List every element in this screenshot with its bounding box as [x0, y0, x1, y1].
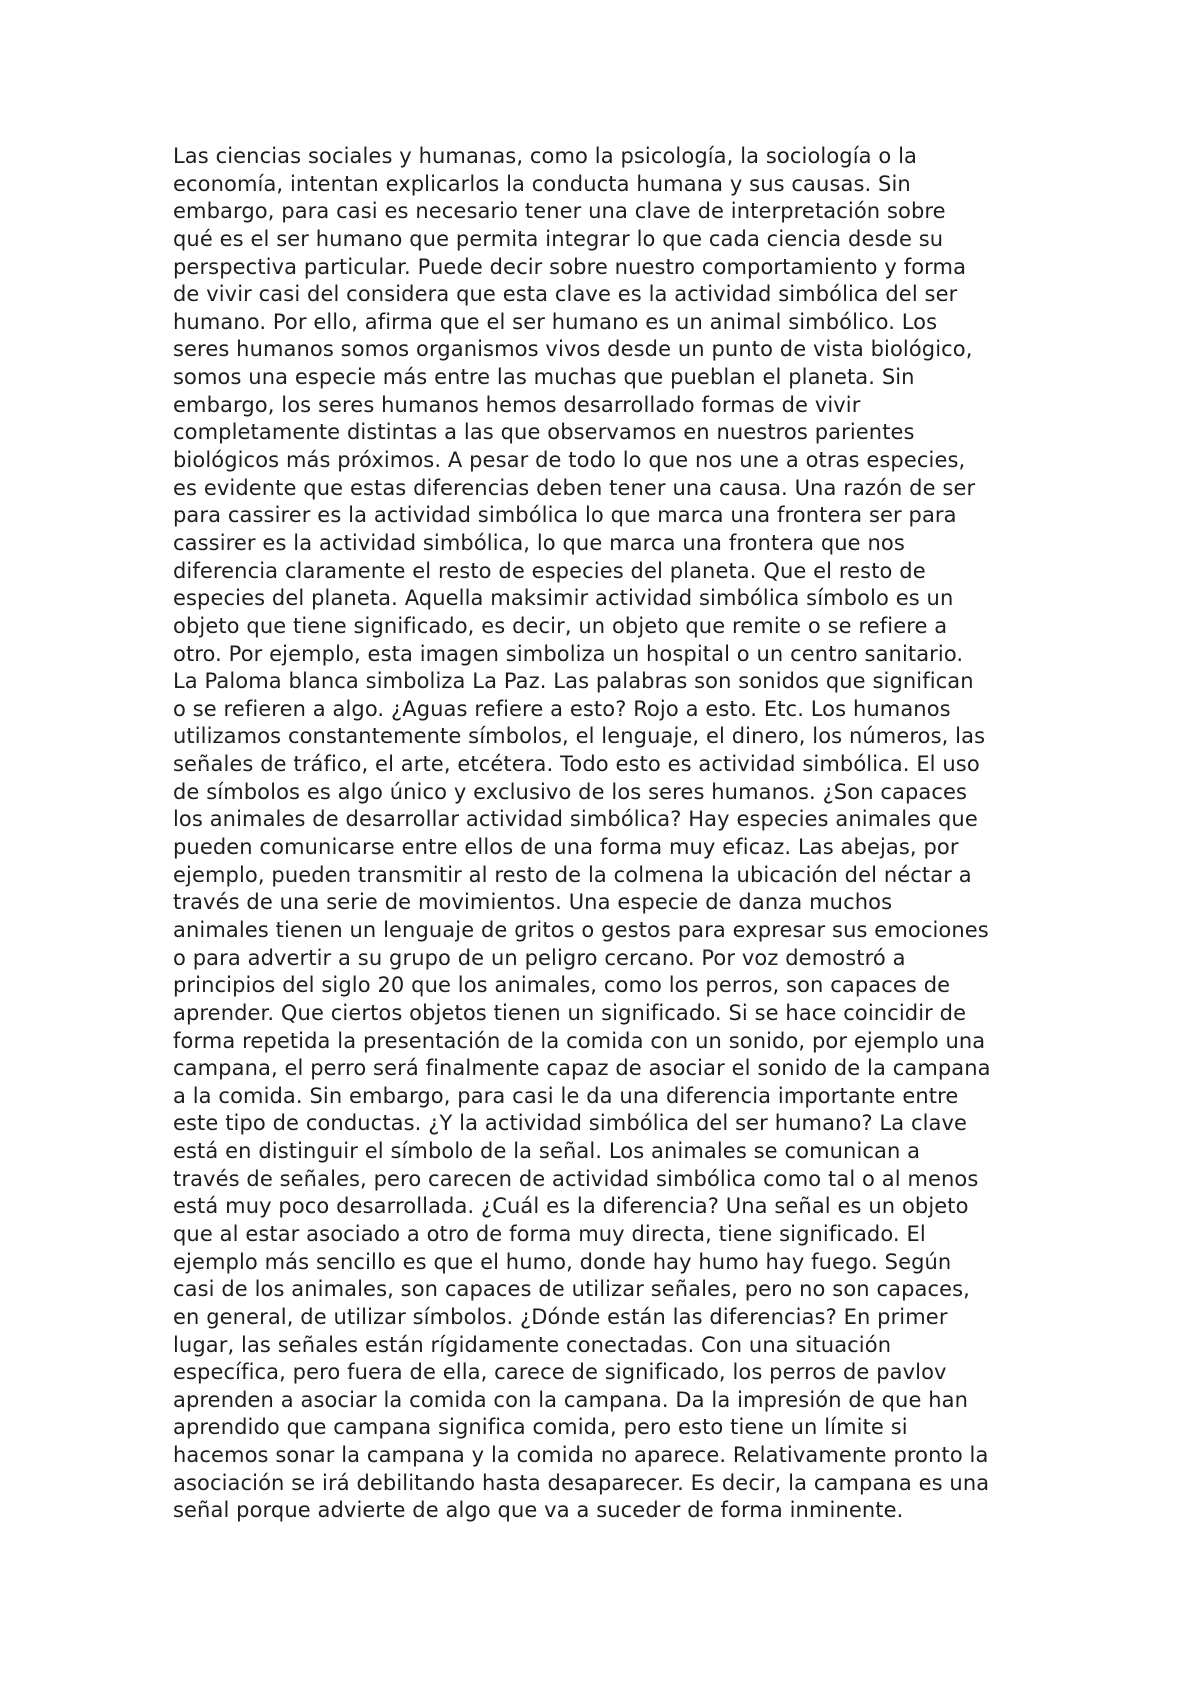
text-line: está muy poco desarrollada. ¿Cuál es la diferencia? Una señal es un objeto	[173, 1194, 969, 1219]
text-line: que al estar asociado a otro de forma muy directa, tiene significado. El	[173, 1221, 926, 1246]
text-line: hacemos sonar la campana y la comida no aparece. Relativamente pronto la	[173, 1443, 989, 1468]
text-line: perspectiva particular. Puede decir sobre nuestro comportamiento y forma	[173, 254, 967, 279]
text-line: diferencia claramente el resto de especies del planeta. Que el resto de	[173, 558, 926, 583]
text-line: para cassirer es la actividad simbólica lo que marca una frontera ser para	[173, 503, 957, 528]
text-line: en general, de utilizar símbolos. ¿Dónde están las diferencias? En primer	[173, 1304, 948, 1329]
text-line: o se refieren a algo. ¿Aguas refiere a esto? Rojo a esto. Etc. Los humanos	[173, 696, 951, 721]
text-line: objeto que tiene significado, es decir, un objeto que remite o se refiere a	[173, 613, 948, 638]
text-line: somos una especie más entre las muchas que pueblan el planeta. Sin	[173, 365, 915, 390]
text-line: de vivir casi del considera que esta clave es la actividad simbólica del ser	[173, 282, 958, 307]
text-line: señales de tráfico, el arte, etcétera. Todo esto es actividad simbólica. El uso	[173, 752, 980, 777]
text-line: cassirer es la actividad simbólica, lo que marca una frontera que nos	[173, 530, 905, 555]
text-line: forma repetida la presentación de la comida con un sonido, por ejemplo una	[173, 1028, 986, 1053]
text-line: otro. Por ejemplo, esta imagen simboliza un hospital o un centro sanitario.	[173, 641, 964, 666]
text-line: de símbolos es algo único y exclusivo de los seres humanos. ¿Son capaces	[173, 779, 968, 804]
text-line: o para advertir a su grupo de un peligro cercano. Por voz demostró a	[173, 945, 906, 970]
text-line: animales tienen un lenguaje de gritos o gestos para expresar sus emociones	[173, 917, 989, 942]
text-line: los animales de desarrollar actividad simbólica? Hay especies animales que	[173, 807, 978, 832]
text-line: campana, el perro será finalmente capaz de asociar el sonido de la campana	[173, 1056, 991, 1081]
text-line: seres humanos somos organismos vivos desde un punto de vista biológico,	[173, 337, 973, 362]
text-line: a la comida. Sin embargo, para casi le da una diferencia importante entre	[173, 1083, 959, 1108]
text-line: principios del siglo 20 que los animales, como los perros, son capaces de	[173, 973, 951, 998]
text-line: humano. Por ello, afirma que el ser humano es un animal simbólico. Los	[173, 309, 938, 334]
text-line: aprenden a asociar la comida con la campana. Da la impresión de que han	[173, 1387, 969, 1412]
text-line: casi de los animales, son capaces de utilizar señales, pero no son capaces,	[173, 1277, 970, 1302]
text-line: es evidente que estas diferencias deben tener una causa. Una razón de ser	[173, 475, 976, 500]
text-line: pueden comunicarse entre ellos de una forma muy eficaz. Las abejas, por	[173, 835, 959, 860]
text-line: específica, pero fuera de ella, carece de significado, los perros de pavlov	[173, 1360, 947, 1385]
text-line: especies del planeta. Aquella maksimir actividad simbólica símbolo es un	[173, 586, 954, 611]
text-line: La Paloma blanca simboliza La Paz. Las palabras son sonidos que significan	[173, 669, 974, 694]
text-line: Las ciencias sociales y humanas, como la psicología, la sociología o la	[173, 144, 918, 168]
text-line: ejemplo, pueden transmitir al resto de la colmena la ubicación del néctar a	[173, 862, 972, 887]
text-line: embargo, para casi es necesario tener una clave de interpretación sobre	[173, 199, 946, 224]
text-line: asociación se irá debilitando hasta desaparecer. Es decir, la campana es una	[173, 1470, 990, 1495]
text-line: ejemplo más sencillo es que el humo, donde hay humo hay fuego. Según	[173, 1249, 952, 1274]
text-line: señal porque advierte de algo que va a suceder de forma inminente.	[173, 1498, 904, 1523]
text-line: aprendido que campana significa comida, pero esto tiene un límite si	[173, 1415, 908, 1440]
text-line: este tipo de conductas. ¿Y la actividad simbólica del ser humano? La clave	[173, 1111, 968, 1136]
text-line: través de una serie de movimientos. Una especie de danza muchos	[173, 890, 893, 915]
text-line: qué es el ser humano que permita integrar lo que cada ciencia desde su	[173, 226, 944, 251]
body-text	[173, 143, 1053, 1525]
text-line: través de señales, pero carecen de actividad simbólica como tal o al menos	[173, 1166, 979, 1191]
text-line: biológicos más próximos. A pesar de todo lo que nos une a otras especies,	[173, 448, 966, 473]
text-line: completamente distintas a las que observamos en nuestros parientes	[173, 420, 915, 445]
text-line: está en distinguir el símbolo de la señal. Los animales se comunican a	[173, 1139, 921, 1164]
text-line: utilizamos constantemente símbolos, el lenguaje, el dinero, los números, las	[173, 724, 986, 749]
text-line: embargo, los seres humanos hemos desarrollado formas de vivir	[173, 392, 861, 417]
text-line: lugar, las señales están rígidamente conectadas. Con una situación	[173, 1332, 892, 1357]
text-line: aprender. Que ciertos objetos tienen un significado. Si se hace coincidir de	[173, 1000, 967, 1025]
text-line: economía, intentan explicarlos la conducta humana y sus causas. Sin	[173, 171, 911, 196]
